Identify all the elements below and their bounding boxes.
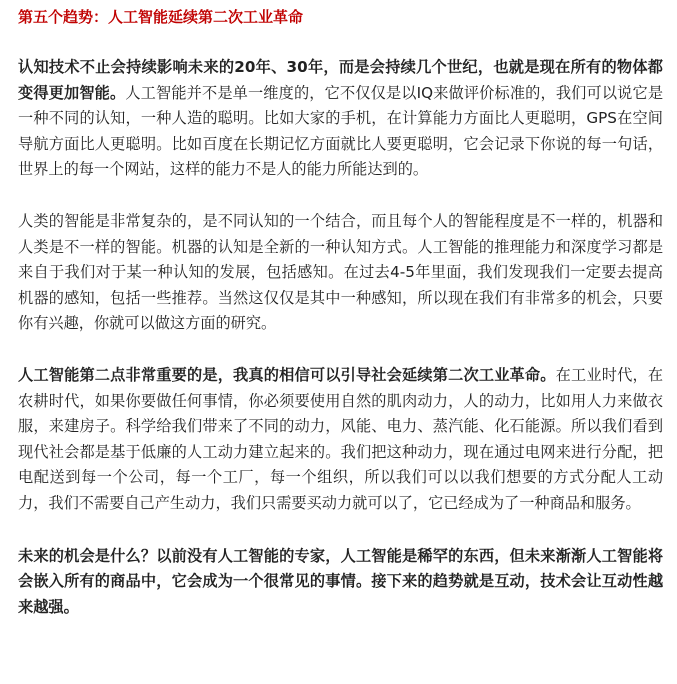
paragraph-3-bold: 人工智能第二点非常重要的是，我真的相信可以引导社会延续第二次工业革命。: [18, 365, 556, 384]
section-heading: 第五个趋势：人工智能延续第二次工业革命: [18, 8, 304, 26]
paragraph-4: [18, 544, 663, 621]
paragraph-1-text: 人工智能并不是单一维度的，它不仅仅是以IQ来做评价标准的，我们可以说它是一种不同的认知，一种人造的聪明。比如大家的手机，在计算能力方面比人更聪明，GPS在空间导航方面比人更聪明。比如百度在长期记忆方面就比人要更聪明，它会记录下你说的每一句话，世界上的每一个网站，这样的能力不是人的能力所能达到的。: [18, 83, 664, 179]
paragraph-1: [18, 55, 663, 183]
paragraph-4-bold: 未来的机会是什么？以前没有人工智能的专家，人工智能是稀罕的东西，但未来渐渐人工智能将会嵌入所有的商品中，它会成为一个很常见的事情。接下来的趋势就是互动，技术会让互动性越来越强。: [18, 546, 663, 616]
paragraph-3: [18, 363, 663, 517]
paragraph-2-text: 人类的智能是非常复杂的，是不同认知的一个结合，而且每个人的智能程度是不一样的，机器和人类是不一样的智能。机器的认知是全新的一种认知方式。人工智能的推理能力和深度学习都是来自于我们对于某一种认知的发展，包括感知。在过去4-5年里面，我们发现我们一定要去提高机器的感知，包括一些推荐。当然这仅仅是其中一种感知，所以现在我们有非常多的机会，只要你有兴趣，你就可以做这方面的研究。: [18, 211, 663, 333]
paragraph-3-text: 在工业时代，在农耕时代，如果你要做任何事情，你必须要使用自然的肌肉动力，人的动力，比如用人力来做衣服，来建房子。科学给我们带来了不同的动力，风能、电力、蒸汽能、化石能源。所以我们看到现代社会都是基于低廉的人工动力建立起来的。我们把这种动力，现在通过电网来进行分配，把电配送到每一个公司，每一个工厂，每一个组织，所以我们可以以我们想要的方式分配人工动力，我们不需要自己产生动力，我们只需要买动力就可以了，它已经成为了一种商品和服务。: [18, 365, 664, 512]
paragraph-1-bold: 认知技术不止会持续影响未来的20年、30年，而是会持续几个世纪，也就是现在所有的物体都变得更加智能。: [18, 58, 663, 102]
paragraph-2: [18, 209, 663, 337]
